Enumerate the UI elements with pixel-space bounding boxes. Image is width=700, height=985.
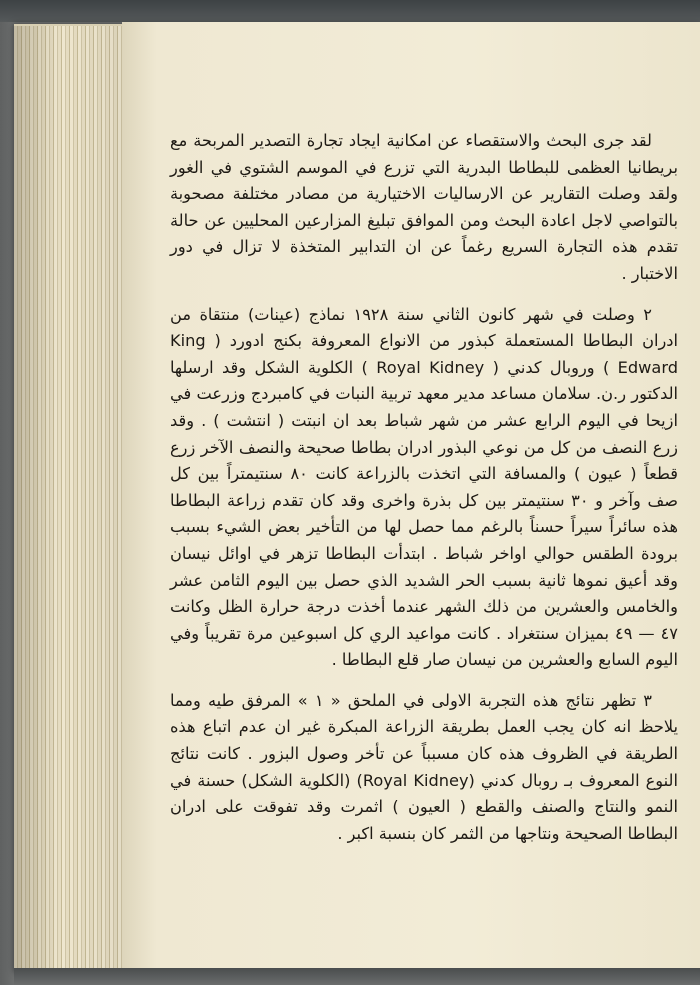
- book-cover-edge: [0, 0, 700, 22]
- page-text: [170, 128, 678, 847]
- paragraph-1: لقد جرى البحث والاستقصاء عن امكانية ايجاد تجارة التصدير المربحة مع بريطانيا العظمى للبطاطا البدرية التي تزرع في الموسم الشتوي في الغور ولقد وصلت التقارير عن الارساليات الاختيارية من مصادر مختلفة مصحوبة بالتواصي لاجل اعادة البحث ومن الموافق تبليغ المزارعين المحليين عن حالة تقدم هذه التجارة السريع رغماً عن ان التدابير المتخذة لا تزال في دور الاختبار .: [170, 131, 678, 283]
- paragraph-2: ٢ وصلت في شهر كانون الثاني سنة ١٩٢٨ نماذج (عينات) منتقاة من ادران البطاطا المستعملة كبذور من الانواع المعروفة بكنج ادورد ( King Edward ) وروبال كدني ( Royal Kidney ) الكلوية الشكل وقد ارسلها الدكتور ر.ن. سلامان مساعد مدير معهد تربية النبات في كامبردج وزرعت في ازيحا في اليوم الرابع عشر من شهر شباط بعد ان انبتت ( انتشت ) . وقد زرع النصف من كل من نوعي البذور ادران بطاطا صحيحة والنصف الآخر زرع قطعاً ( عيون ) والمسافة التي اتخذت بالزراعة كانت ٨٠ سنتيمتراً بين كل صف وآخر و ٣٠ سنتيمتر بين كل بذرة واخرى وقد كان تقدم زراعة البطاطا هذه سائراً سيراً حسناً بالرغم مما حصل لها من التأخير بعض الشيء بسبب برودة الطقس حوالي اواخر شباط . ابتدأت البطاطا تزهر في اوائل نيسان وقد أعيق نموها ثانية بسبب الحر الشديد الذي حصل بين اليوم الثامن عشر والخامس والعشرين من ذلك الشهر عندما أخذت درجة حرارة الظل وكانت ٤٧ — ٤٩ بميزان سنتغراد . كانت مواعيد الري كل اسبوعين مرة تقريباً وفي اليوم السابع والعشرين من نيسان صار قلع البطاطا .: [170, 304, 678, 670]
- book-bottom-edge: [14, 968, 700, 985]
- page-edges-shading: [14, 26, 128, 970]
- paragraph-3: ٣ تظهر نتائج هذه التجربة الاولى في الملحق « ١ » المرفق طيه ومما يلاحظ انه كان يجب العمل بطريقة الزراعة المبكرة غير ان عدم اتباع هذه الطريقة في الظروف هذه كان مسبباً عن تأخر وصول البزور . كانت نتائج النوع المعروف بـ روبال كدني (Royal Kidney) (الكلوية الشكل) حسنة في النمو والنتاج والصنف والقطع ( العيون ) اثمرت وقد تفوقت على ادران البطاطا الصحيحة ونتاجها من الثمر كان بنسبة اكبر .: [170, 690, 678, 843]
